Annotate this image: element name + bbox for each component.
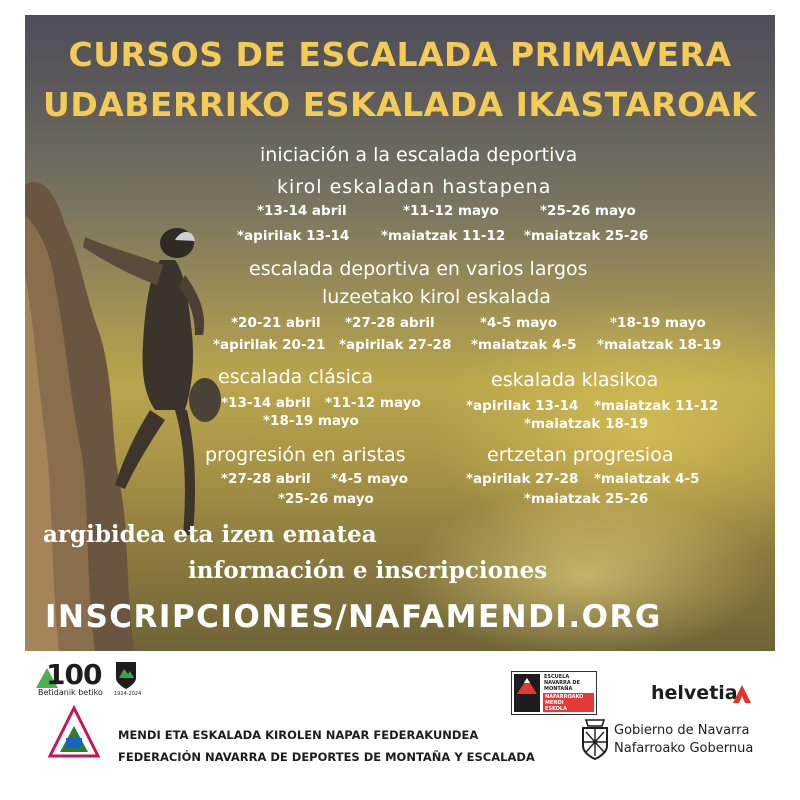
school-line-4: NAFARROAKO [545, 694, 584, 700]
date-item: *18-19 mayo [610, 315, 706, 331]
date-item: *27-28 abril [345, 315, 435, 331]
title-line-1: CURSOS DE ESCALADA PRIMAVERA [68, 35, 732, 74]
school-line-6: ESKOLA [545, 706, 567, 712]
date-item: *apirilak 13-14 [466, 398, 579, 414]
centenary-number: 100 [46, 658, 102, 691]
date-item: *18-19 mayo [263, 413, 359, 429]
government-logo [580, 716, 770, 762]
date-item: *maiatzak 25-26 [524, 228, 649, 244]
course-iniciacion-eu: kirol eskaladan hastapena [277, 176, 552, 198]
date-item: *20-21 abril [231, 315, 321, 331]
date-item: *11-12 mayo [325, 395, 421, 411]
title-line-2: UDABERRIKO ESKALADA IKASTAROAK [43, 85, 757, 124]
date-item: *4-5 mayo [331, 471, 408, 487]
federation-name-eu: MENDI ETA ESKALADA KIROLEN NAPAR FEDERAKUNDEA [118, 728, 479, 742]
school-line-5: MENDI [545, 700, 564, 706]
course-klasikoa-eu: eskalada klasikoa [491, 369, 659, 391]
date-item: *apirilak 13-14 [237, 228, 350, 244]
course-clasica-es: escalada clásica [218, 366, 373, 388]
federation-name-es: FEDERACIÓN NAVARRA DE DEPORTES DE MONTAÑA Y ESCALADA [118, 750, 535, 764]
date-item: *maiatzak 11-12 [594, 398, 719, 414]
date-item: *maiatzak 4-5 [471, 337, 577, 353]
crest-icon [114, 660, 138, 690]
registration-link[interactable]: INSCRIPCIONES/NAFAMENDI.ORG [45, 599, 662, 635]
date-item: *maiatzak 11-12 [381, 228, 506, 244]
date-item: *maiatzak 25-26 [524, 491, 649, 507]
date-item: *apirilak 27-28 [339, 337, 452, 353]
date-item: *apirilak 27-28 [466, 471, 579, 487]
date-item: *maiatzak 18-19 [524, 416, 649, 432]
date-item: *13-14 abril [221, 395, 311, 411]
mountain-school-logo [511, 671, 597, 715]
course-iniciacion-es: iniciación a la escalada deportiva [260, 144, 578, 166]
federation-logo [46, 704, 102, 770]
helvetia-wordmark: helvetia [651, 682, 738, 704]
poster-background [25, 15, 775, 651]
school-line-2: NAVARRA DE [544, 680, 580, 686]
school-line-1: ESCUELA [544, 674, 570, 680]
government-name-eu: Nafarroako Gobernua [614, 741, 754, 756]
government-name-es: Gobierno de Navarra [614, 723, 750, 738]
helvetia-triangle-icon [731, 683, 753, 705]
date-item: *apirilak 20-21 [213, 337, 326, 353]
date-item: *27-28 abril [221, 471, 311, 487]
centenary-logo [36, 658, 108, 702]
helvetia-logo [651, 682, 761, 708]
info-eu: argibidea eta izen ematea [43, 521, 377, 548]
date-item: *13-14 abril [257, 203, 347, 219]
course-aristas-es: progresión en aristas [205, 444, 406, 466]
date-item: *25-26 mayo [278, 491, 374, 507]
federation-crest [114, 660, 140, 700]
date-item: *25-26 mayo [540, 203, 636, 219]
course-largos-es: escalada deportiva en varios largos [249, 258, 588, 280]
date-item: *11-12 mayo [403, 203, 499, 219]
course-largos-eu: luzeetako kirol eskalada [322, 286, 551, 308]
date-item: *maiatzak 18-19 [597, 337, 722, 353]
school-line-3: MONTAÑA [544, 686, 573, 692]
school-badge [514, 674, 540, 712]
course-ertzetan-eu: ertzetan progresioa [487, 444, 674, 466]
centenary-slogan: Betidanik betiko [38, 688, 103, 697]
date-item: *4-5 mayo [480, 315, 557, 331]
federation-mountain-icon [46, 704, 102, 760]
crest-years: 1924-2024 [114, 691, 142, 697]
school-mountain-icon [514, 674, 540, 698]
info-es: información e inscripciones [188, 557, 548, 584]
date-item: *maiatzak 4-5 [594, 471, 700, 487]
navarra-coat-of-arms-icon [580, 716, 610, 760]
